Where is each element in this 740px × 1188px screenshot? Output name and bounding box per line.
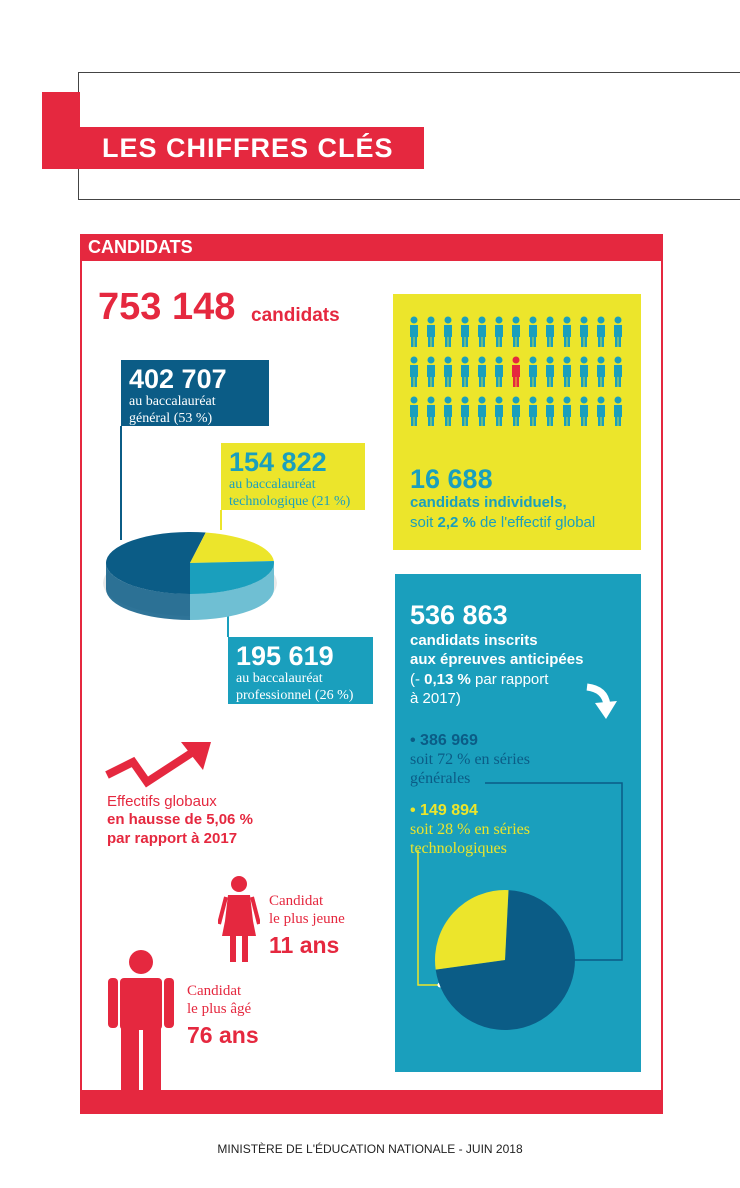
series-pie-chart bbox=[433, 860, 577, 1032]
techno-series-line2: technologiques bbox=[410, 840, 507, 857]
jeune-age: 11 ans bbox=[269, 932, 340, 958]
pro-line1: au baccalauréat bbox=[236, 671, 323, 686]
anticipees-line1: candidats inscrits bbox=[410, 632, 538, 649]
anticipees-line3: (- 0,13 % par rapport bbox=[410, 671, 549, 688]
total-number: 753 148 bbox=[98, 286, 236, 328]
hausse-line3: par rapport à 2017 bbox=[107, 830, 238, 847]
card-title: CANDIDATS bbox=[80, 234, 663, 261]
hausse-line1: Effectifs globaux bbox=[107, 793, 217, 810]
individuels-number: 16 688 bbox=[410, 464, 493, 494]
general-line1: au baccalauréat bbox=[129, 394, 216, 409]
general-number: 402 707 bbox=[129, 364, 227, 394]
hausse-line2: en hausse de 5,06 % bbox=[107, 811, 253, 828]
woman-icon bbox=[218, 876, 260, 964]
page-footer: MINISTÈRE DE L'ÉDUCATION NATIONALE - JUIN 2018 bbox=[217, 1142, 523, 1156]
generales-line2: générales bbox=[410, 770, 471, 787]
age-line2: le plus âgé bbox=[187, 1001, 252, 1017]
total-label: candidats bbox=[251, 305, 340, 326]
age-value: 76 ans bbox=[187, 1022, 259, 1048]
techno-series-number: • 149 894 bbox=[410, 802, 478, 819]
pro-number: 195 619 bbox=[236, 641, 334, 671]
techno-line2: technologique (21 %) bbox=[229, 494, 351, 509]
jeune-line1: Candidat bbox=[269, 893, 324, 909]
page-title: LES CHIFFRES CLÉS bbox=[80, 127, 424, 169]
anticipees-number: 536 863 bbox=[410, 600, 508, 630]
man-icon bbox=[108, 950, 174, 1090]
individuels-line1: candidats individuels, bbox=[410, 494, 567, 511]
general-line2: général (53 %) bbox=[129, 411, 213, 426]
techno-line1: au baccalauréat bbox=[229, 477, 316, 492]
trend-up-arrow-icon bbox=[103, 740, 215, 800]
anticipees-line4: à 2017) bbox=[410, 690, 461, 707]
individuels-line2: soit 2,2 % de l'effectif global bbox=[410, 514, 596, 531]
pie-slice-technologiques bbox=[435, 890, 508, 970]
jeune-line2: le plus jeune bbox=[269, 911, 345, 927]
anticipees-line2: aux épreuves anticipées bbox=[410, 651, 584, 668]
age-line1: Candidat bbox=[187, 983, 242, 999]
pro-line2: professionnel (26 %) bbox=[236, 688, 354, 703]
generales-line1: soit 72 % en séries bbox=[410, 751, 530, 768]
techno-number: 154 822 bbox=[229, 447, 327, 477]
generales-number: • 386 969 bbox=[410, 732, 478, 749]
techno-series-line1: soit 28 % en séries bbox=[410, 821, 530, 838]
